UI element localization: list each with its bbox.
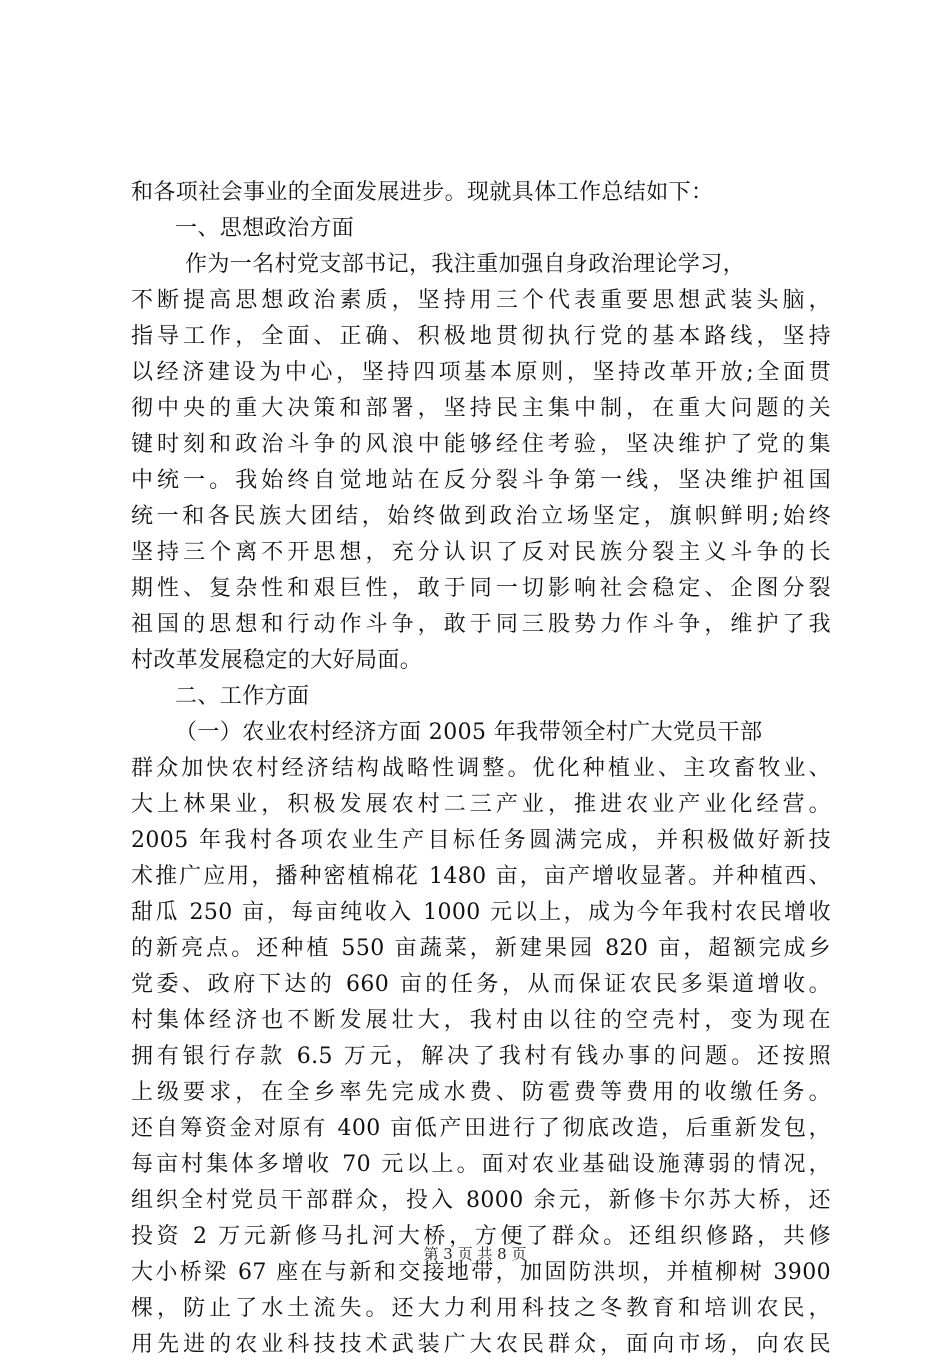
text-line: 拥有银行存款 6.5 万元，解决了我村有钱办事的问题。还按照 [131,1044,831,1069]
document-body [131,175,831,1363]
text-line: 期性、复杂性和艰巨性，敢于同一切影响社会稳定、企图分裂 [131,576,831,601]
text-line: 键时刻和政治斗争的风浪中能够经住考验，坚决维护了党的集 [131,432,831,457]
text-line: 每亩村集体多增收 70 元以上。面对农业基础设施薄弱的情况， [131,1152,831,1177]
text-line: 的新亮点。还种植 550 亩蔬菜，新建果园 820 亩，超额完成乡 [131,936,831,961]
text-line: 用先进的农业科技技术武装广大农民群众，面向市场，向农民 [131,1332,831,1357]
text-line: 组织全村党员干部群众，投入 8000 余元，新修卡尔苏大桥，还 [131,1188,831,1213]
text-line: 祖国的思想和行动作斗争，敢于同三股势力作斗争，维护了我 [131,612,831,637]
text-line: 甜瓜 250 亩，每亩纯收入 1000 元以上，成为今年我村农民增收 [131,900,831,925]
text-line: 坚持三个离不开思想，充分认识了反对民族分裂主义斗争的长 [131,540,831,565]
text-line: 群众加快农村经济结构战略性调整。优化种植业、主攻畜牧业、 [131,756,831,781]
text-line: 还自筹资金对原有 400 亩低产田进行了彻底改造，后重新发包， [131,1116,831,1141]
page-footer: 第 3 页 共 8 页 [423,1245,527,1263]
text-line: 作为一名村党支部书记，我注重加强自身政治理论学习， [185,252,746,277]
text-line: 二、工作方面 [175,684,310,709]
text-line: 一、思想政治方面 [175,216,355,241]
text-line: 统一和各民族大团结，始终做到政治立场坚定，旗帜鲜明;始终 [131,504,831,529]
text-line: 不断提高思想政治素质，坚持用三个代表重要思想武装头脑， [131,288,831,313]
text-line: 2005 年我村各项农业生产目标任务圆满完成，并积极做好新技 [131,828,831,853]
text-line: 上级要求，在全乡率先完成水费、防雹费等费用的收缴任务。 [131,1080,831,1105]
text-line: 和各项社会事业的全面发展进步。现就具体工作总结如下： [131,180,714,205]
text-line: 术推广应用，播种密植棉花 1480 亩，亩产增收显著。并种植西、 [131,864,831,889]
text-line: 村集体经济也不断发展壮大，我村由以往的空壳村，变为现在 [131,1008,831,1033]
text-line: 投资 2 万元新修马扎河大桥，方便了群众。还组织修路，共修 [131,1224,831,1249]
text-line: 以经济建设为中心，坚持四项基本原则，坚持改革开放;全面贯 [131,360,831,385]
text-line: 大上林果业，积极发展农村二三产业，推进农业产业化经营。 [131,792,831,817]
text-line: 大小桥梁 67 座在与新和交接地带，加固防洪坝，并植柳树 3900 [131,1260,831,1285]
text-line: （一）农业农村经济方面 2005 年我带领全村广大党员干部 [175,720,763,745]
text-line: 棵，防止了水土流失。还大力利用科技之冬教育和培训农民， [131,1296,831,1321]
text-line: 彻中央的重大决策和部署，坚持民主集中制，在重大问题的关 [131,396,831,421]
text-line: 指导工作，全面、正确、积极地贯彻执行党的基本路线，坚持 [131,324,831,349]
text-line: 党委、政府下达的 660 亩的任务，从而保证农民多渠道增收。 [131,972,831,997]
text-line: 中统一。我始终自觉地站在反分裂斗争第一线，坚决维护祖国 [131,468,831,493]
text-line: 村改革发展稳定的大好局面。 [131,648,423,673]
